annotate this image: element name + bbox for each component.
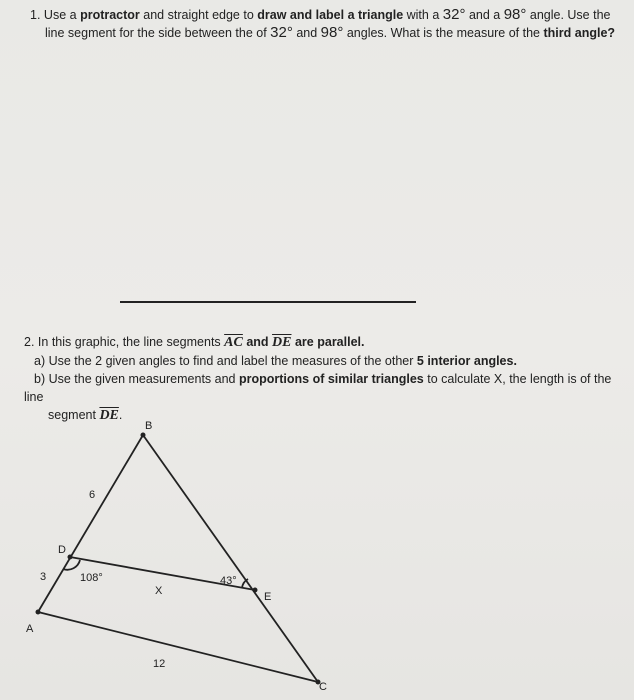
segment-de: $\overline{DE}$ (99, 408, 119, 423)
side-ba (38, 435, 143, 612)
q1-text: angle. Use the (529, 8, 611, 22)
q2-text: In this graphic, the line segments (37, 335, 221, 349)
label-b: B (145, 420, 153, 432)
length-ac: 12 (153, 658, 166, 670)
segment-ac: $\overline{AC}$ (224, 335, 243, 350)
q2b-text: . (118, 408, 123, 422)
angle-d: 108° (80, 572, 103, 584)
q2b-bold: proportions of similar triangles (238, 372, 424, 386)
point-e (253, 588, 258, 593)
q1-bold: draw and label a triangle (257, 8, 404, 22)
point-d (68, 555, 73, 560)
point-b (141, 433, 146, 438)
q1-bold: third angle? (543, 26, 616, 40)
q2-text: and (246, 335, 269, 349)
angle-arc-e (242, 579, 248, 588)
angle-e: 43° (220, 575, 237, 587)
q1-number: 1. (30, 8, 41, 22)
q2-text: are parallel. (294, 335, 365, 349)
q1-angle: 98° (320, 24, 344, 41)
q1-bold: protractor (80, 8, 140, 22)
q1-angle: 32° (442, 6, 466, 23)
q2b-text: to calculate X, the length is of the line (24, 372, 612, 404)
length-da: 3 (40, 571, 47, 583)
q1-text: Use a (43, 8, 77, 22)
q2a-bold: 5 interior angles. (416, 354, 517, 368)
q1-text: and straight edge to (143, 8, 254, 22)
q1-text: with a (406, 8, 440, 22)
q2-number: 2. (24, 335, 35, 349)
q1-text: angles. What is the measure of the (346, 26, 541, 40)
q2b-text: segment (48, 408, 96, 422)
segment-de: $\overline{DE}$ (272, 335, 292, 350)
label-d: D (58, 544, 66, 556)
q1-angle: 98° (503, 6, 527, 23)
q2b-text: b) Use the given measurements and (34, 372, 236, 386)
point-a (36, 610, 41, 615)
label-e: E (264, 591, 272, 603)
q1-text: and (296, 26, 318, 40)
length-bd: 6 (89, 489, 96, 501)
label-c: C (319, 681, 327, 693)
q2a-text: a) Use the 2 given angles to find and label the measures of the other (34, 354, 414, 368)
q1-angle: 32° (270, 24, 293, 41)
length-x: X (155, 585, 163, 597)
q1-text: line segment for the side between the of (45, 26, 267, 40)
label-a: A (26, 623, 34, 635)
q1-text: and a (468, 8, 501, 22)
